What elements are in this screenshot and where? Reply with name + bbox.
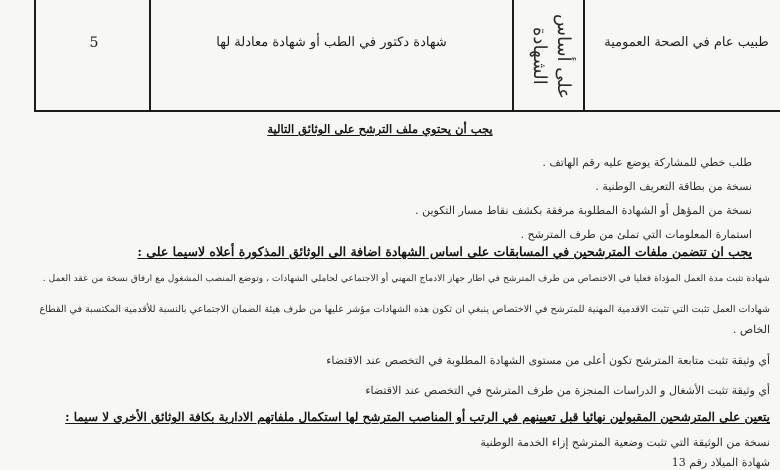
final-documents-heading: يتعين على المترشحين المقبولين نهائيا قبل تعيينهم في الرتب أو المناصب المترشح لها استكمال ملفاتهم الادارية بكافة الوثائق الأخرى لا سيما : xyxy=(65,410,770,424)
list-item: طلب خطي للمشاركة يوضع عليه رقم الهاتف . xyxy=(542,156,752,169)
list-item: نسخة من الوثيقة التي تثبت وضعية المترشح إزاء الخدمة الوطنية xyxy=(480,436,770,449)
table-border-left xyxy=(34,0,36,112)
list-item: أي وثيقة تثبت الأشغال و الدراسات المنجزة من طرف المترشح في التخصص عند الاقتضاء xyxy=(365,384,770,397)
list-item: الخاص . xyxy=(732,323,770,336)
table-divider xyxy=(149,0,151,112)
qualification-cell: شهادة دكتور في الطب أو شهادة معادلة لها xyxy=(216,35,447,50)
list-item: شهادة الميلاد رقم 13 xyxy=(671,456,770,469)
positions-count: 5 xyxy=(89,35,99,51)
list-item: أي وثيقة تثبت متابعة المترشح تكون أعلى من مستوى الشهادة المطلوبة في التخصص عند الاقتضاء xyxy=(326,354,770,367)
table-border-bottom xyxy=(34,110,780,112)
list-item: استمارة المعلومات التي تملئ من طرف المترشح . xyxy=(520,228,752,241)
positions-table xyxy=(34,0,780,112)
additional-documents-heading: يجب ان تتضمن ملفات المترشحين في المسابقات على اساس الشهادة اضافة الى الوثائق المذكورة أعلاه لاسيما على : xyxy=(137,244,752,259)
list-item: نسخة من المؤهل أو الشهادة المطلوبة مرفقة بكشف نقاط مسار التكوين . xyxy=(415,204,752,217)
recruitment-method-cell: على أساس الشهادة xyxy=(529,13,574,99)
file-requirements-heading: يجب أن يحتوي ملف الترشح على الوثائق التالية xyxy=(267,122,493,136)
list-item: شهادة تثبت مدة العمل المؤداة فعليا في الاختصاص من طرف المترشح في اطار جهاز الادماج المهني أو الاجتماعي لحاملي الشهادات ، وتوضع المنصب المشغول مع ارفاق نسخة من عقد العمل . xyxy=(42,273,770,284)
job-title-cell: طبيب عام في الصحة العمومية xyxy=(604,35,769,50)
table-divider xyxy=(583,0,585,112)
list-item: نسخة من بطاقة التعريف الوطنية . xyxy=(595,180,752,193)
list-item: شهادات العمل تثبت التي تثبت الاقدمية المهنية للمترشح في الاختصاص ينبغي ان تكون هذه الشهادات مؤشر عليها من طرف هيئة الضمان الاجتماعي بالنسبة للأقدمية المكتسبة في القطاع xyxy=(39,304,770,315)
